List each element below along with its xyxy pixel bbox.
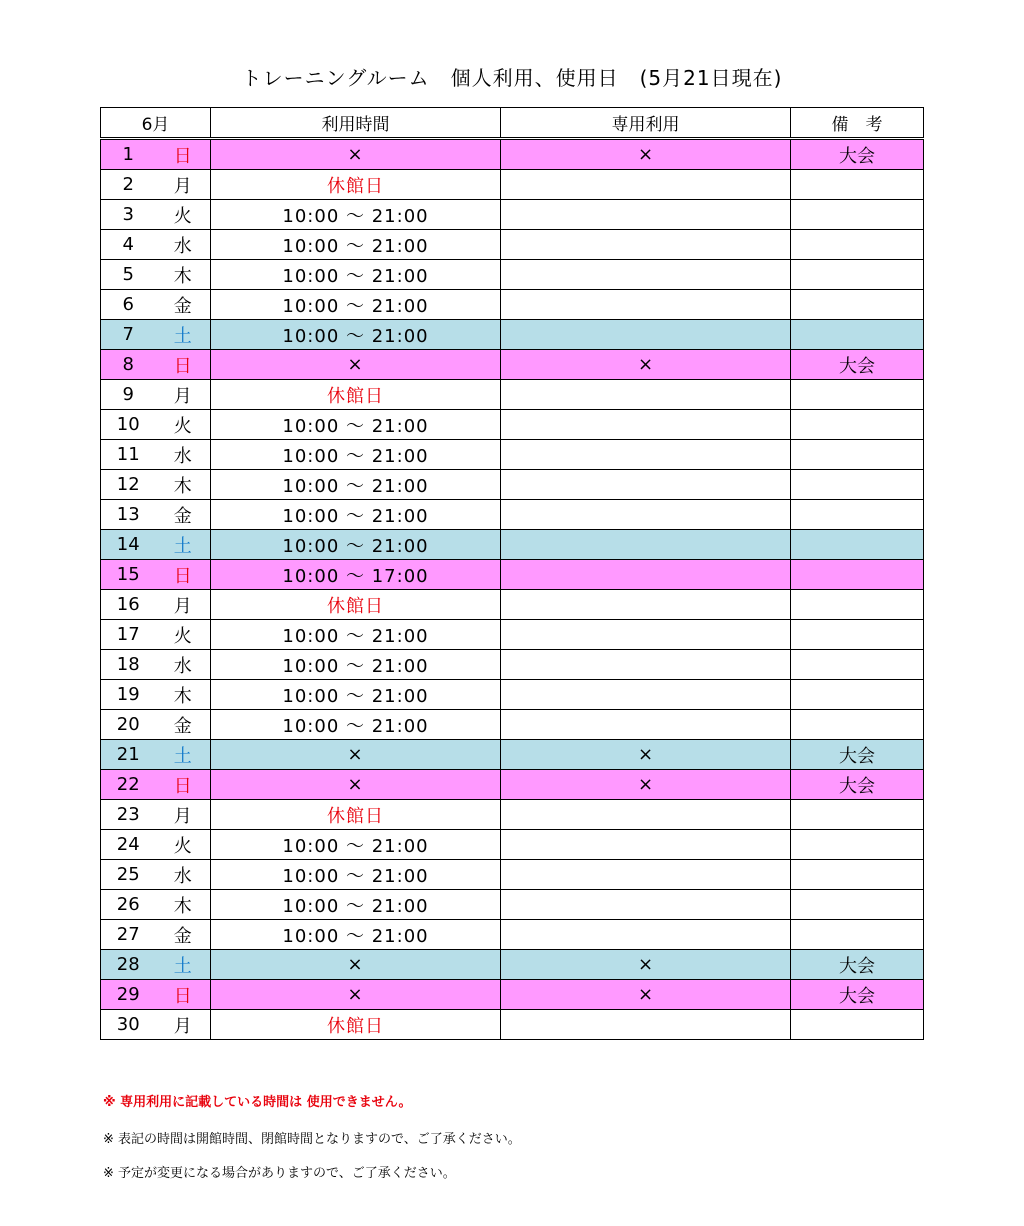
remarks-cell (791, 920, 924, 950)
weekday-cell: 土 (156, 740, 211, 770)
weekday-cell: 土 (156, 320, 211, 350)
exclusive-use-cell: × (501, 950, 791, 980)
exclusive-use-cell (501, 470, 791, 500)
weekday-cell: 土 (156, 950, 211, 980)
weekday-cell: 火 (156, 620, 211, 650)
usage-time-cell: 10:00 ～ 21:00 (211, 860, 501, 890)
remarks-cell (791, 890, 924, 920)
usage-time-cell: 休館日 (211, 380, 501, 410)
day-cell: 14 (101, 530, 156, 560)
remarks-cell (791, 830, 924, 860)
exclusive-use-cell (501, 500, 791, 530)
remarks-cell (791, 170, 924, 200)
day-cell: 26 (101, 890, 156, 920)
remarks-cell (791, 260, 924, 290)
weekday-cell: 月 (156, 1010, 211, 1040)
exclusive-use-cell (501, 920, 791, 950)
day-cell: 29 (101, 980, 156, 1010)
usage-time-cell: 10:00 ～ 21:00 (211, 290, 501, 320)
day-cell: 16 (101, 590, 156, 620)
weekday-cell: 金 (156, 500, 211, 530)
table-row (101, 410, 924, 440)
day-cell: 25 (101, 860, 156, 890)
exclusive-use-cell: × (501, 350, 791, 380)
remarks-cell (791, 620, 924, 650)
table-row (101, 620, 924, 650)
day-cell: 22 (101, 770, 156, 800)
remarks-cell (791, 800, 924, 830)
usage-time-cell: 10:00 ～ 21:00 (211, 470, 501, 500)
table-row (101, 170, 924, 200)
usage-time-cell: 休館日 (211, 170, 501, 200)
table-row (101, 139, 924, 170)
usage-time-cell: 10:00 ～ 21:00 (211, 920, 501, 950)
day-cell: 4 (101, 230, 156, 260)
table-row (101, 1010, 924, 1040)
remarks-cell: 大会 (791, 139, 924, 170)
remarks-cell: 大会 (791, 950, 924, 980)
weekday-cell: 月 (156, 380, 211, 410)
day-cell: 19 (101, 680, 156, 710)
weekday-cell: 月 (156, 800, 211, 830)
day-cell: 5 (101, 260, 156, 290)
day-cell: 28 (101, 950, 156, 980)
usage-time-cell: 10:00 ～ 21:00 (211, 680, 501, 710)
remarks-cell (791, 440, 924, 470)
remarks-cell (791, 230, 924, 260)
usage-time-cell: 10:00 ～ 21:00 (211, 230, 501, 260)
remarks-cell (791, 710, 924, 740)
table-row (101, 740, 924, 770)
remarks-cell (791, 200, 924, 230)
day-cell: 9 (101, 380, 156, 410)
remarks-cell (791, 500, 924, 530)
weekday-cell: 水 (156, 860, 211, 890)
page-title: トレーニングルーム 個人利用、使用日 (5月21日現在) (241, 66, 783, 90)
table-row (101, 290, 924, 320)
weekday-cell: 月 (156, 170, 211, 200)
exclusive-use-cell (501, 590, 791, 620)
exclusive-use-cell (501, 440, 791, 470)
weekday-cell: 木 (156, 890, 211, 920)
table-row (101, 800, 924, 830)
usage-time-cell: 休館日 (211, 590, 501, 620)
table-row (101, 230, 924, 260)
table-row (101, 530, 924, 560)
table-row (101, 260, 924, 290)
usage-time-cell: × (211, 950, 501, 980)
remarks-cell (791, 530, 924, 560)
weekday-cell: 木 (156, 470, 211, 500)
exclusive-use-cell (501, 260, 791, 290)
note-schedule-change: ※ 予定が変更になる場合がありますので、ご了承ください。 (103, 1166, 456, 1181)
table-row (101, 440, 924, 470)
remarks-cell: 大会 (791, 980, 924, 1010)
table-row (101, 470, 924, 500)
usage-time-cell: 10:00 ～ 21:00 (211, 410, 501, 440)
remarks-cell (791, 470, 924, 500)
exclusive-use-cell (501, 1010, 791, 1040)
table-row (101, 560, 924, 590)
day-cell: 8 (101, 350, 156, 380)
exclusive-use-cell (501, 830, 791, 860)
usage-time-cell: 10:00 ～ 21:00 (211, 710, 501, 740)
exclusive-use-cell (501, 710, 791, 740)
weekday-cell: 金 (156, 290, 211, 320)
usage-time-cell: 10:00 ～ 21:00 (211, 440, 501, 470)
exclusive-use-cell (501, 620, 791, 650)
exclusive-use-cell (501, 530, 791, 560)
remarks-cell (791, 290, 924, 320)
exclusive-use-cell (501, 320, 791, 350)
remarks-cell (791, 680, 924, 710)
note-hours: ※ 表記の時間は開館時間、閉館時間となりますので、ご了承ください。 (103, 1132, 521, 1147)
exclusive-use-cell: × (501, 139, 791, 170)
day-cell: 13 (101, 500, 156, 530)
usage-time-cell: 休館日 (211, 1010, 501, 1040)
day-cell: 6 (101, 290, 156, 320)
usage-time-cell: 10:00 ～ 21:00 (211, 320, 501, 350)
usage-time-cell: 10:00 ～ 21:00 (211, 200, 501, 230)
table-row (101, 830, 924, 860)
table-row (101, 860, 924, 890)
remarks-cell (791, 560, 924, 590)
remarks-cell (791, 380, 924, 410)
exclusive-use-cell (501, 290, 791, 320)
usage-time-cell: 休館日 (211, 800, 501, 830)
usage-time-cell: × (211, 139, 501, 170)
usage-time-cell: 10:00 ～ 21:00 (211, 530, 501, 560)
exclusive-use-cell: × (501, 740, 791, 770)
header-exclusive-use: 専用利用 (501, 108, 791, 139)
day-cell: 1 (101, 139, 156, 170)
table-row (101, 980, 924, 1010)
remarks-cell: 大会 (791, 350, 924, 380)
day-cell: 17 (101, 620, 156, 650)
remarks-cell: 大会 (791, 770, 924, 800)
remarks-cell: 大会 (791, 740, 924, 770)
weekday-cell: 日 (156, 139, 211, 170)
usage-time-cell: × (211, 350, 501, 380)
weekday-cell: 金 (156, 710, 211, 740)
header-month: 6月 (101, 108, 211, 139)
usage-time-cell: 10:00 ～ 21:00 (211, 890, 501, 920)
table-row (101, 320, 924, 350)
day-cell: 23 (101, 800, 156, 830)
note-exclusive-warning: ※ 専用利用に記載している時間は 使用できません。 (103, 1095, 412, 1110)
day-cell: 20 (101, 710, 156, 740)
header-remarks: 備 考 (791, 108, 924, 139)
day-cell: 10 (101, 410, 156, 440)
day-cell: 2 (101, 170, 156, 200)
table-row (101, 500, 924, 530)
usage-time-cell: 10:00 ～ 17:00 (211, 560, 501, 590)
usage-time-cell: 10:00 ～ 21:00 (211, 830, 501, 860)
remarks-cell (791, 1010, 924, 1040)
table-row (101, 770, 924, 800)
remarks-cell (791, 320, 924, 350)
usage-time-cell: 10:00 ～ 21:00 (211, 650, 501, 680)
table-row (101, 590, 924, 620)
exclusive-use-cell (501, 860, 791, 890)
remarks-cell (791, 410, 924, 440)
weekday-cell: 水 (156, 230, 211, 260)
exclusive-use-cell: × (501, 980, 791, 1010)
table-row (101, 650, 924, 680)
table-row (101, 680, 924, 710)
header-usage-time: 利用時間 (211, 108, 501, 139)
schedule-table (100, 107, 924, 1040)
exclusive-use-cell (501, 200, 791, 230)
exclusive-use-cell (501, 410, 791, 440)
exclusive-use-cell (501, 800, 791, 830)
remarks-cell (791, 650, 924, 680)
usage-time-cell: 10:00 ～ 21:00 (211, 260, 501, 290)
exclusive-use-cell (501, 230, 791, 260)
day-cell: 21 (101, 740, 156, 770)
table-row (101, 200, 924, 230)
exclusive-use-cell (501, 170, 791, 200)
weekday-cell: 日 (156, 560, 211, 590)
exclusive-use-cell (501, 890, 791, 920)
table-row (101, 710, 924, 740)
day-cell: 7 (101, 320, 156, 350)
weekday-cell: 木 (156, 680, 211, 710)
usage-time-cell: × (211, 770, 501, 800)
table-row (101, 350, 924, 380)
weekday-cell: 水 (156, 650, 211, 680)
usage-time-cell: × (211, 980, 501, 1010)
day-cell: 27 (101, 920, 156, 950)
weekday-cell: 水 (156, 440, 211, 470)
weekday-cell: 月 (156, 590, 211, 620)
exclusive-use-cell (501, 650, 791, 680)
weekday-cell: 火 (156, 200, 211, 230)
remarks-cell (791, 860, 924, 890)
table-row (101, 920, 924, 950)
table-row (101, 890, 924, 920)
day-cell: 18 (101, 650, 156, 680)
weekday-cell: 火 (156, 410, 211, 440)
weekday-cell: 金 (156, 920, 211, 950)
weekday-cell: 日 (156, 770, 211, 800)
exclusive-use-cell (501, 380, 791, 410)
usage-time-cell: 10:00 ～ 21:00 (211, 500, 501, 530)
exclusive-use-cell (501, 680, 791, 710)
usage-time-cell: 10:00 ～ 21:00 (211, 620, 501, 650)
day-cell: 12 (101, 470, 156, 500)
exclusive-use-cell (501, 560, 791, 590)
weekday-cell: 土 (156, 530, 211, 560)
remarks-cell (791, 590, 924, 620)
table-row (101, 950, 924, 980)
weekday-cell: 日 (156, 350, 211, 380)
table-row (101, 380, 924, 410)
day-cell: 15 (101, 560, 156, 590)
weekday-cell: 火 (156, 830, 211, 860)
weekday-cell: 日 (156, 980, 211, 1010)
weekday-cell: 木 (156, 260, 211, 290)
usage-time-cell: × (211, 740, 501, 770)
day-cell: 11 (101, 440, 156, 470)
day-cell: 3 (101, 200, 156, 230)
day-cell: 24 (101, 830, 156, 860)
exclusive-use-cell: × (501, 770, 791, 800)
table-header-row (101, 108, 924, 139)
day-cell: 30 (101, 1010, 156, 1040)
